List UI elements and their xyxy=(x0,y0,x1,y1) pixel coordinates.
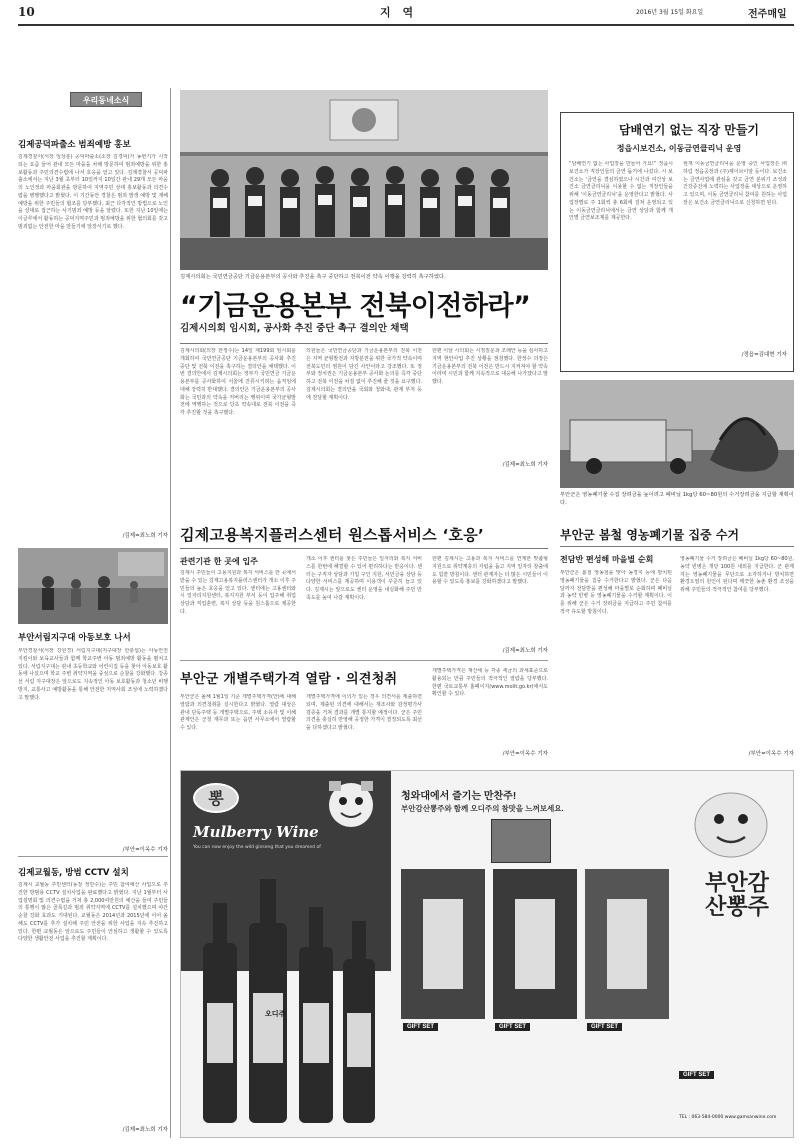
section-divider xyxy=(180,660,548,661)
issue-date: 2016년 3월 15일 화요일 xyxy=(636,9,704,16)
box-body: 현재 이동금연클리닉을 운영 중인 사업장은 ㈜하림 정읍공장과 (주)제이브이알 등이다. 보건소는 금연사업에 관심을 갖고 금연 분위기 조성과 건강증진에 노력하는 사업장을 대상으로 운영하고 있으며, 이동 금연클리닉 참여를 원하는 사업장은 보건소 금연클리닉으로 신청하면 된다. xyxy=(683,161,787,206)
story-credit: /김제=최노희 기자 xyxy=(122,1127,168,1133)
housing-credit: /부안=이옥수 기자 xyxy=(502,751,548,757)
police-scene xyxy=(18,548,168,624)
header-rule xyxy=(18,24,794,26)
ad-mascot-right xyxy=(681,781,781,861)
council-photo xyxy=(180,90,548,270)
ad-tagline: 청와대에서 즐기는 만찬주! xyxy=(401,791,517,802)
ad-wine-title: Mulberry Wine xyxy=(193,823,319,841)
ad-gift-set-label: GIFT SET xyxy=(495,1023,530,1031)
photo-caption: 부안군은 영농폐기물 수집 장려금을 높이려고 폐비닐 1kg당 60~80원의 수거장려금을 지급할 계획이다. xyxy=(560,492,794,507)
main-credit: /김제=최노희 기자 xyxy=(502,462,548,468)
welfare-credit: /김제=최노희 기자 xyxy=(502,648,548,654)
smoke-free-box xyxy=(560,112,794,372)
box-headline: 담배연기 없는 직장 만들기 xyxy=(618,123,760,137)
story-headline: 김제교월동, 방범 CCTV 설치 xyxy=(18,868,129,878)
waste-subheadline: 전담반 편성해 마을별 순회 xyxy=(560,555,654,564)
waste-credit: /부안=이옥수 기자 xyxy=(748,751,794,757)
ad-mascot xyxy=(321,777,381,829)
story-credit: /김제=최노희 기자 xyxy=(122,533,168,539)
ad-contact: TEL : 063-584-0000 www.gamsanwine.com xyxy=(679,1115,777,1120)
story-body: 김제경찰서(서장 임상훈) 공덕파출소(소장 김경덕)가 농번기가 시작되는 요즘 들어 관내 모든 마을을 차례 방문하여 범죄예방을 위한 홍보활동과 주민의견수렴에 나서 호응을 얻고 있다. 김제경찰서 공덕파출소에서는 지난 3월 초부터 10일까지 10일간 관내 29개 모든 마을의 노인정과 마을회관을 방문하여 지역주민 상대 홍보활동과 의견수렴을 병행했다고 밝혔다. 이 기간동안 경찰은 범죄 발생 예방 및 재해 예방을 위한 주민들의 협조를 당부했다. 최근 다각적인 방법으로 노인을 상대로 접근하는 사기범죄 예방 등을 알렸다. 또한 지난 10일에는 이글루에서 활동하는 공덕지역주민과 범죄예방을 위한 협의회를 갖고 범죄없는 안전한 마을 만들기에 앞장서기로 했다. xyxy=(18,154,168,230)
welfare-body: 한편 김제시는 고용과 복지 서비스를 연계한 맞춤형 지원으로 취약계층의 자립을 돕고 지역 일자리 창출에도 힘쓸 방침이다. 센터 관계자는 더 많은 시민들이 이용할 수 있도록 홍보를 강화하겠다고 말했다. xyxy=(432,556,548,586)
police-photo xyxy=(18,548,168,624)
welfare-headline: 김제고용복지플러스센터 원스톱서비스 ‘호응’ xyxy=(180,526,485,544)
ad-logo: 뽕 xyxy=(193,783,239,813)
box-body: “담배연기 없는 사업장을 만들어 가요!” 정읍시보건소가 직장인들의 금연 돕기에 나섰다. 시 보건소는 ‘금연을 결심하였으나 시간과 여건상 보건소 금연클리닉을 이용할 수 없는 직장인들을 위해 ‘이동금연클리닉’을 운영한다고 밝혔다. 사업장별로 주 1회씩 총 6회에 걸쳐 운영되고 있는 이동금연클리닉에서는 금연 상담과 함께 개인별 금연보조제를 제공한다. xyxy=(569,161,673,222)
ad-tagline-secondary: 부안감산뽕주와 함께 오디주의 참맛을 느껴보세요. xyxy=(401,804,564,813)
main-subheadline: 김제시의회 임시회, 공사화 추진 중단 촉구 결의안 채택 xyxy=(180,323,409,334)
main-headline: “기금운용본부 전북이전하라” xyxy=(180,291,531,322)
main-rule xyxy=(180,343,548,344)
ad-gift-set-label: GIFT SET xyxy=(587,1023,622,1031)
page-number: 10 xyxy=(18,5,35,19)
column-label: 우리동네소식 xyxy=(70,92,142,107)
story-body: 김제시 교월동 주민센터(동장 정만수)는 주민 참여예산 사업으로 추진한 방범용 CCTV 설치사업을 완료했다고 밝혔다. 지난 1월부터 사업설명회 및 의견수렴을 거쳐 총 2,000여만원의 예산을 들여 주민들의 통행이 많은 골목길과 범죄 취약지역에 CCTV를 설치했으며 야간 순찰 강화 효과도 기대된다. 교월동은 2014년과 2015년에 이어 올해도 CCTV를 추가 설치해 주민 안전을 위한 사업을 지속 추진하고 있다. 한편 교월동은 앞으로도 주민들이 안심하고 생활할 수 있도록 다양한 생활안전 사업을 추진할 계획이다. xyxy=(18,882,168,943)
box-subheadline: 정읍시보건소, 이동금연클리닉 운영 xyxy=(616,144,742,153)
council-scene xyxy=(180,90,548,270)
main-body: 김제시의회(의장 한정수)는 14일 제199회 임시회를 개회하여 국민연금공단 기금운용본부의 공사화 추진 중단 및 전북 이전을 촉구하는 결의안을 채택했다. 이번 결의안에서 김제시의회는 정부가 국민연금 기금운용본부를 공사화하여 서울에 잔류시키려는 움직임에 대해 강력히 반대했다. 결의안은 기금운용본부의 공사화는 국민과의 약속을 저버리는 행위이며 국가균형발전에 역행하는 것으로 당초 약속대로 전북 이전을 즉각 추진할 것을 촉구했다. xyxy=(180,348,296,416)
ad-bottles-left xyxy=(191,863,387,1131)
box-credit: /정읍=김대현 기자 xyxy=(741,352,787,358)
waste-photo xyxy=(560,380,794,488)
wine-bottles xyxy=(191,863,387,1131)
welfare-body: 개소 이후 센터를 찾은 주민들은 일자리와 복지 서비스를 한번에 해결할 수 있어 편리하다는 반응이다. 센터는 구직자 상담과 기업 구인 지원, 서민금융 상담 등 다양한 서비스를 제공하며 이용객이 꾸준히 늘고 있다. 김제시는 앞으로도 센터 운영을 내실화해 주민 만족도를 높여 나갈 계획이다. xyxy=(306,556,422,601)
ad-vertical-brand: 부안감산뽕주 xyxy=(705,870,769,921)
photo-caption: 김제시의회는 국민연금공단 기금운용본부의 공사와 추진을 촉구 중단하고 전북이전 약속 이행을 강력히 촉구하였다. xyxy=(180,274,446,280)
ad-product-photos xyxy=(401,869,671,1039)
story-credit: /부안=이옥수 기자 xyxy=(122,847,168,853)
housing-body: 개별주택가격에 이의가 있는 경우 의견서를 제출하면 되며, 제출된 의견에 대해서는 재조사와 감정평가사 검증을 거쳐 결과를 개별 통지할 예정이다. 군은 주민 의견을 충실히 반영해 공정한 가격이 결정되도록 최선을 다하겠다고 밝혔다. xyxy=(306,694,422,731)
welfare-body: 김제시 주민들이 고용지원과 복지 서비스를 한 곳에서 받을 수 있는 김제고용복지플러스센터가 개소 이후 주민들의 높은 호응을 얻고 있다. 센터에는 고용센터와 시 일자리지원센터, 복지지원 부서 등이 입주해 취업상담과 직업훈련, 복지 상담 등을 원스톱으로 제공한다. xyxy=(180,570,296,615)
gift-set-boxes xyxy=(401,869,671,1039)
ad-gift-box xyxy=(491,819,551,863)
section-title: 지 역 xyxy=(380,6,418,19)
newspaper-name: 전주매일 xyxy=(748,9,787,20)
ad-gift-set-label: GIFT SET xyxy=(679,1071,714,1079)
ad-gift-set-label: GIFT SET xyxy=(403,1023,438,1031)
column-divider xyxy=(170,88,171,1138)
waste-body: 부안군은 봄철 영농철을 맞아 농경지 등에 방치된 영농폐기물을 집중 수거한다고 밝혔다. 군은 다음 달까지 전담반을 편성해 마을별로 순회하며 폐비닐과 농약 빈병 등 영농폐기물을 수거할 계획이다. 이를 위해 군은 수거 장려금을 지급하고 주민 참여를 적극 유도할 방침이다. xyxy=(560,570,672,615)
housing-body: 부안군은 올해 1월1일 기준 개별주택가격(안)에 대해 열람과 의견청취를 실시한다고 밝혔다. 열람 대상은 관내 단독주택 등 개별주택으로, 주택 소유자 및 이해관계인은 군청 재무과 또는 읍면 사무소에서 열람할 수 있다. xyxy=(180,694,296,731)
wine-advertisement xyxy=(180,770,794,1138)
waste-rule xyxy=(560,546,794,547)
story-body: 부안경찰서(서장 강원경) 서림지구대(지구대장 한충섭)는 아동안전 지킴이와 보육교사들과 함께 학교주변 아동 범죄예방 활동을 펼치고 있다. 서림지구대는 관내 초등학교와 어린이집 등을 찾아 아동보호 활동에 나섰으며 학교 주변 취약지역을 중심으로 순찰을 강화했다. 강종선 서림 지구대장은 앞으로도 지속적인 아동 보호활동과 청소년 비행 방지, 교통사고 예방활동을 통해 안전한 지역사회 조성에 노력하겠다고 말했다. xyxy=(18,648,168,701)
story-headline: 부안서림지구대 아동보호 나서 xyxy=(18,633,131,643)
story-divider xyxy=(18,856,168,857)
waste-truck-scene xyxy=(560,380,794,488)
main-body: 한편 이날 시의회는 시정질문과 조례안 등을 심사하고 지역 현안사업 추진 상황을 점검했다. 한정수 의장은 기금운용본부의 전북 이전은 반드시 지켜져야 할 약속이라며 시민과 함께 지속적으로 대응해 나가겠다고 말했다. xyxy=(432,348,548,385)
welfare-subheadline: 관련기관 한 곳에 입주 xyxy=(180,557,258,566)
waste-headline: 부안군 봄철 영농폐기물 집중 수거 xyxy=(560,528,740,542)
main-body: 의원들은 국민연금공단과 기금운용본부의 전북 이전은 지역 균형발전과 지방분권을 위한 국가적 약속이며 전북도민의 염원이 담긴 사안이라고 강조했다. 또 정부와 정치권은 기금운용본부 공사화 논의를 즉각 중단하고 전북 이전을 차질 없이 추진해 줄 것을 요구했다. 김제시의회는 결의안을 국회와 청와대, 관계 부처 등에 전달할 계획이다. xyxy=(306,348,422,401)
mascot-icon xyxy=(321,777,381,829)
ad-bottle-label: 오디주 xyxy=(265,1009,286,1018)
housing-headline: 부안군 개별주택가격 열람 · 의견청취 xyxy=(180,672,398,687)
welfare-rule xyxy=(180,548,548,549)
housing-body: 개별주택가격은 재산세 등 각종 세금의 과세표준으로 활용되는 만큼 주민들의 적극적인 열람을 당부했다. 한편 국토교통부 홈페이지(www.molit.go.kr)에서도 확인할 수 있다. xyxy=(432,668,548,698)
story-headline: 김제공덕파출소 범죄예방 홍보 xyxy=(18,140,131,150)
waste-body: 영농폐기물 수거 장려금은 폐비닐 1kg당 60~80원, 농약 빈병은 개당 100원 내외를 지급한다. 군 관계자는 영농폐기물을 무단으로 소각하거나 방치하면 환경오염의 원인이 된다며 깨끗한 농촌 환경 조성을 위해 주민들의 적극적인 참여를 당부했다. xyxy=(680,556,794,593)
mascot-icon xyxy=(681,781,781,861)
ad-wine-subtitle: You can now enjoy the wild ginseng that you dreamed of xyxy=(193,845,321,850)
